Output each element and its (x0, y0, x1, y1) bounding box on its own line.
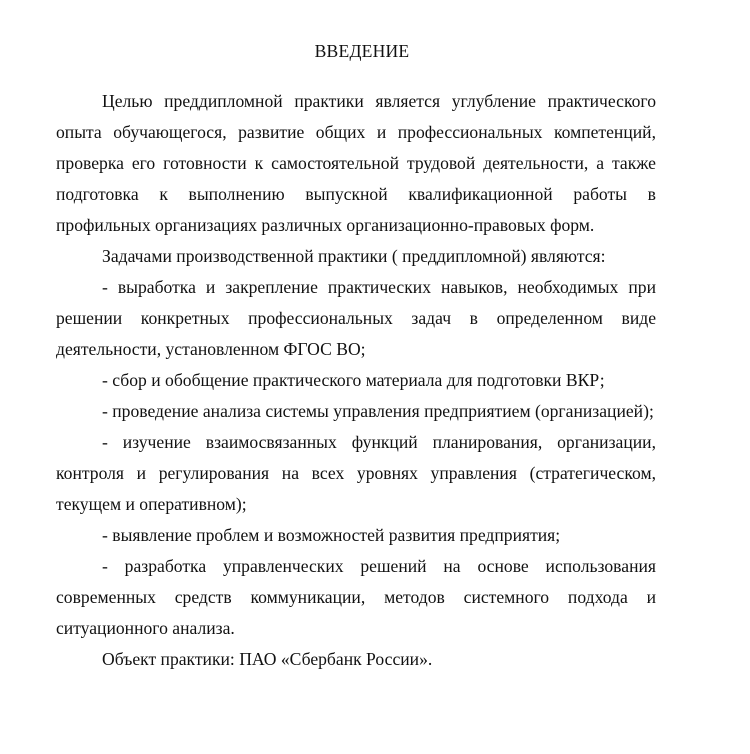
task-item-problems: - выявление проблем и возможностей развития предприятия; (102, 525, 561, 545)
paragraph-tasks-heading: Задачами производственной практики ( преддипломной) являются: (102, 246, 606, 266)
task-item-analysis: - проведение анализа системы управления предприятием (организацией); (102, 401, 654, 421)
task-item-material: - сбор и обобщение практического материала для подготовки ВКР; (102, 370, 605, 390)
paragraph-practice-object: Объект практики: ПАО «Сбербанк России». (102, 649, 433, 669)
task-item-decisions: - разработка управленческих решений на основе использования современных средств коммуникации, методов системного подхода и ситуационного анализа. (56, 556, 656, 638)
task-item-skills: - выработка и закрепление практических навыков, необходимых при решении конкретных профессиональных задач в определенном виде деятельности, установленном ФГОС ВО; (56, 277, 656, 359)
paragraph-purpose: Целью преддипломной практики является углубление практического опыта обучающегося, развитие общих и профессиональных компетенций, проверка его готовности к самостоятельной трудовой деятельности, а также подготовка к выполнению выпускной квалификационной работы в профильных организациях различных организационно-правовых форм. (56, 91, 656, 235)
document-title: ВВЕДЕНИЕ (314, 41, 410, 61)
task-item-functions: - изучение взаимосвязанных функций планирования, организации, контроля и регулирования на всех уровнях управления (стратегическом, текущем и оперативном); (56, 432, 656, 514)
